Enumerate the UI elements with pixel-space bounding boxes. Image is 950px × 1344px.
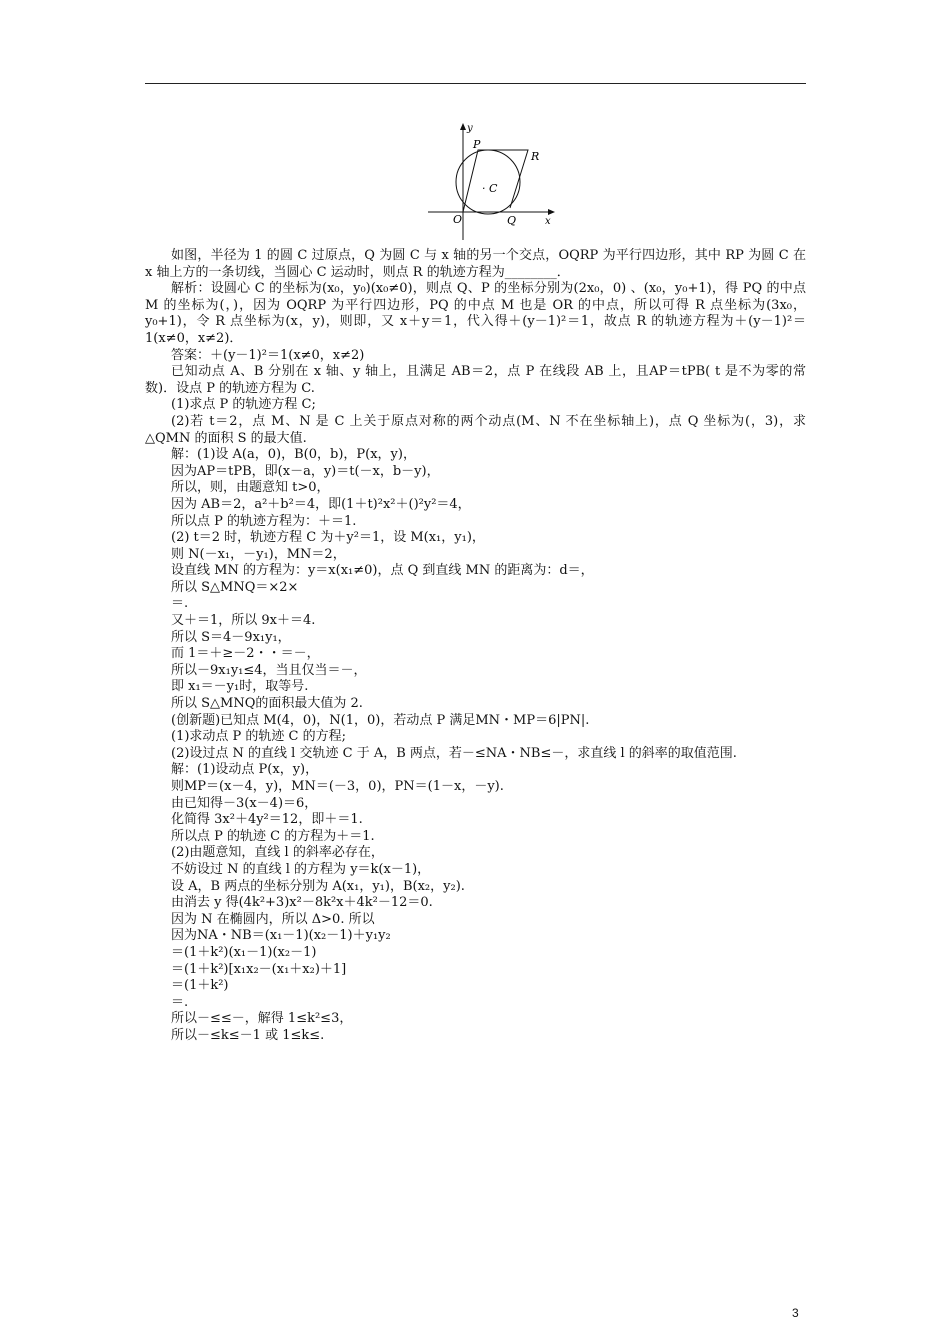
solution-line: 因为NA・NB＝(x₁－1)(x₂－1)＋y₁y₂ <box>171 928 391 944</box>
solution-line: ＝(1＋k²)(x₁－1)(x₂－1) <box>171 944 317 960</box>
label-c: · C <box>482 182 498 195</box>
solution-line: 由已知得－3(x－4)＝6， <box>171 795 318 811</box>
solution-line: 因为AP＝tPB，即(x－a，y)＝t(－x，b－y)， <box>171 463 440 479</box>
solution-line: 则 N(－x₁，－y₁)，MN＝2， <box>171 546 346 562</box>
circle-parallelogram-figure <box>418 120 558 240</box>
solution-line: 所以 S＝4－9x₁y₁， <box>171 629 291 645</box>
solution-line: 而 1＝＋≥－2・・＝－， <box>171 646 320 662</box>
problem-1-statement: 如图，半径为 1 的圆 C 过原点，Q 为圆 C 与 x 轴的另一个交点，OQRP 为平行四边形，其中 RP 为圆 C 在 x 轴上方的一条切线，当圆心 C 运动时，则点 R 的轨迹方程为________． <box>145 248 806 280</box>
figure-svg <box>418 120 558 240</box>
solution-line: 由消去 y 得(4k²+3)x²－8k²x＋4k²－12＝0. <box>171 895 433 911</box>
parallelogram-oqrp <box>463 150 528 212</box>
problem-1-answer: 答案：＋(y－1)²＝1(x≠0，x≠2) <box>171 347 365 363</box>
problem-1-analysis: 解析：设圆心 C 的坐标为(x₀，y₀)(x₀≠0)，则点 Q、P 的坐标分别为(2x₀，0) 、(x₀，y₀+1)，得 PQ 的中点 M 的坐标为(，)，因为 OQRP 为平行四边形，PQ 的中点 M 也是 OR 的中点，所以可得 R 点坐标为(3x₀，y₀+1)，令 R 点坐标为(x，y)，则即，又 x＋y＝1，代入得＋(y－1)²＝1，故点 R 的轨迹方程为＋(y－1)²＝1(x≠0，x≠2)． <box>145 281 806 346</box>
solution-line: 则MP＝(x－4，y)，MN＝(－3，0)，PN＝(1－x，－y). <box>171 779 504 794</box>
solution-line: 所以－≤≤－，解得 1≤k²≤3， <box>171 1011 353 1027</box>
solution-line: 所以，则，由题意知 t>0， <box>171 480 330 496</box>
solution-line: 所以点 P 的轨迹方程为：＋＝1. <box>171 513 357 529</box>
solution-line: (2)由题意知，直线 l 的斜率必存在， <box>171 845 384 861</box>
solution-line: 又＋＝1，所以 9x＋＝4. <box>171 613 316 629</box>
solution-line: (2) t＝2 时，轨迹方程 C 为＋y²＝1，设 M(x₁，y₁)， <box>171 530 485 546</box>
solution-line: 化简得 3x²＋4y²＝12，即＋＝1. <box>171 812 363 828</box>
solution-line: ＝(1＋k²) <box>171 978 229 994</box>
label-q: Q <box>507 214 517 227</box>
problem-3-statement: (创新题)已知点 M(4，0)，N(1，0)，若动点 P 满足MN・MP＝6|PN|. <box>171 712 590 728</box>
y-axis-arrow <box>460 123 466 130</box>
label-y: y <box>467 123 473 134</box>
solution-line: ＝. <box>171 994 189 1010</box>
solution-line: 即 x₁＝－y₁时，取等号. <box>171 679 309 695</box>
solution-line: 所以 S△MNQ＝×2× <box>171 579 299 595</box>
solution-line: 设直线 MN 的方程为：y＝x(x₁≠0)，点 Q 到直线 MN 的距离为：d＝， <box>171 563 594 579</box>
solution-line: 所以－9x₁y₁≤4，当且仅当＝－， <box>171 662 367 678</box>
solution-line: 解：(1)设动点 P(x，y)， <box>171 762 319 778</box>
page-number: 3 <box>792 1306 799 1320</box>
problem-2-part-2: (2)若 t＝2，点 M、N 是 C 上关于原点对称的两个动点(M、N 不在坐标轴上)，点 Q 坐标为(，3)，求△QMN 的面积 S 的最大值. <box>145 413 806 446</box>
solution-line: 所以 S△MNQ的面积最大值为 2. <box>171 696 363 712</box>
problem-2-statement: 已知动点 A、B 分别在 x 轴、y 轴上，且满足 AB＝2，点 P 在线段 AB 上，且AP＝tPB( t 是不为零的常数)．设点 P 的轨迹方程为 C. <box>145 364 806 396</box>
document-body <box>145 248 806 1045</box>
label-o: O <box>453 213 463 226</box>
problem-3-part-2: (2)设过点 N 的直线 l 交轨迹 C 于 A，B 两点，若－≤NA・NB≤－，求直线 l 的斜率的取值范围. <box>171 745 737 761</box>
solution-line: 解：(1)设 A(a，0)，B(0，b)，P(x，y)， <box>171 447 416 463</box>
x-axis-arrow <box>548 209 555 215</box>
solution-line: 所以－≤k≤－1 或 1≤k≤. <box>171 1027 325 1043</box>
label-x: x <box>545 216 551 227</box>
problem-2-part-1: (1)求点 P 的轨迹方程 C; <box>171 397 316 413</box>
solution-line: ＝(1＋k²)[x₁x₂－(x₁＋x₂)＋1] <box>171 961 347 977</box>
solution-line: 不妨设过 N 的直线 l 的方程为 y＝k(x－1)， <box>171 861 431 877</box>
solution-line: 设 A，B 两点的坐标分别为 A(x₁，y₁)，B(x₂，y₂). <box>171 878 465 894</box>
solution-line: ＝. <box>171 596 189 612</box>
problem-3-part-1: (1)求动点 P 的轨迹 C 的方程; <box>171 729 347 745</box>
header-rule <box>145 83 806 84</box>
solution-line: 所以点 P 的轨迹 C 的方程为＋＝1. <box>171 828 375 844</box>
label-r: R <box>531 150 540 163</box>
label-p: P <box>473 138 481 151</box>
solution-line: 因为 AB＝2，a²＋b²＝4，即(1＋t)²x²＋()²y²＝4， <box>171 496 471 512</box>
solution-line: 因为 N 在椭圆内，所以 Δ>0. 所以 <box>171 911 375 927</box>
